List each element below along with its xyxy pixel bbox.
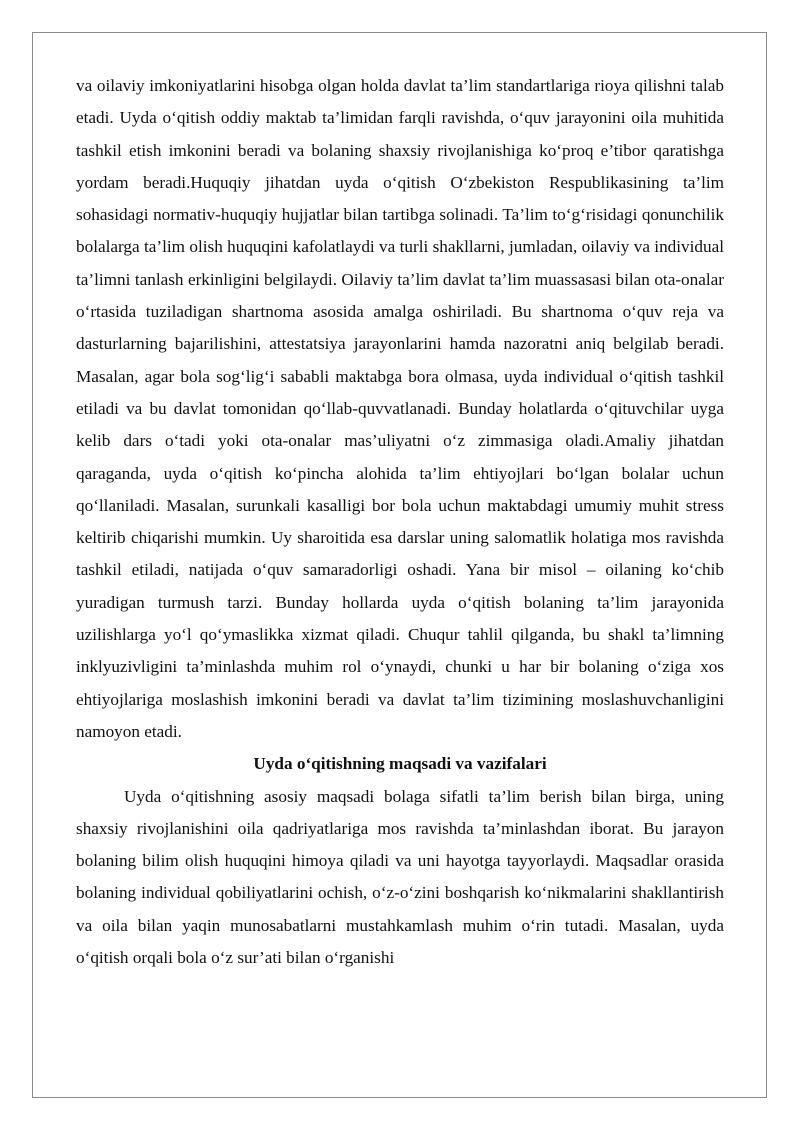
document-body xyxy=(76,70,724,974)
body-paragraph: va oilaviy imkoniyatlarini hisobga olgan holda davlat ta’lim standartlariga rioya qilishni talab etadi. Uyda o‘qitish oddiy maktab ta’limidan farqli ravishda, o‘quv jarayonini oila muhitida tashkil etish imkonini beradi va bolaning shaxsiy rivojlanishiga ko‘proq e’tibor qaratishga yordam beradi.Huquqiy jihatdan uyda o‘qitish O‘zbekiston Respublikasining ta’lim sohasidagi normativ-huquqiy hujjatlar bilan tartibga solinadi. Ta’lim to‘g‘risidagi qonunchilik bolalarga ta’lim olish huquqini kafolatlaydi va turli shakllarni, jumladan, oilaviy va individual ta’limni tanlash erkinligini belgilaydi. Oilaviy ta’lim davlat ta’lim muassasasi bilan ota-onalar o‘rtasida tuziladigan shartnoma asosida amalga oshiriladi. Bu shartnoma o‘quv reja va dasturlarning bajarilishini, attestatsiya jarayonlarini hamda nazoratni aniq belgilab beradi. Masalan, agar bola sog‘lig‘i sababli maktabga bora olmasa, uyda individual o‘qitish tashkil etiladi va bu davlat tomonidan qo‘llab-quvvatlanadi. Bunday holatlarda o‘qituvchilar uyga kelib dars o‘tadi yoki ota-onalar mas’uliyatni o‘z zimmasiga oladi.Amaliy jihatdan qaraganda, uyda o‘qitish ko‘pincha alohida ta’lim ehtiyojlari bo‘lgan bolalar uchun qo‘llaniladi. Masalan, surunkali kasalligi bor bola uchun maktabdagi umumiy muhit stress keltirib chiqarishi mumkin. Uy sharoitida esa darslar uning salomatlik holatiga mos ravishda tashkil etiladi, natijada o‘quv samaradorligi oshadi. Yana bir misol – oilaning ko‘chib yuradigan turmush tarzi. Bunday hollarda uyda o‘qitish bolaning ta’lim jarayonida uzilishlarga yo‘l qo‘ymaslikka xizmat qiladi. Chuqur tahlil qilganda, bu shakl ta’limning inklyuzivligini ta’minlashda muhim rol o‘ynaydi, chunki u har bir bolaning o‘ziga xos ehtiyojlariga moslashish imkonini beradi va davlat ta’lim tizimining moslashuvchanligini namoyon etadi. xyxy=(76,76,724,741)
body-paragraph: Uyda o‘qitishning asosiy maqsadi bolaga sifatli ta’lim berish bilan birga, uning shaxsiy rivojlanishini oila qadriyatlariga mos ravishda ta’minlashdan iborat. Bu jarayon bolaning bilim olish huquqini himoya qiladi va uni hayotga tayyorlaydi. Maqsadlar orasida bolaning individual qobiliyatlarini ochish, o‘z-o‘zini boshqarish ko‘nikmalarini shakllantirish va oila bilan yaqin munosabatlarni mustahkamlash muhim o‘rin tutadi. Masalan, uyda o‘qitish orqali bola o‘z sur’ati bilan o‘rganishi xyxy=(76,786,724,968)
section-heading: Uyda o‘qitishning maqsadi va vazifalari xyxy=(253,754,547,774)
